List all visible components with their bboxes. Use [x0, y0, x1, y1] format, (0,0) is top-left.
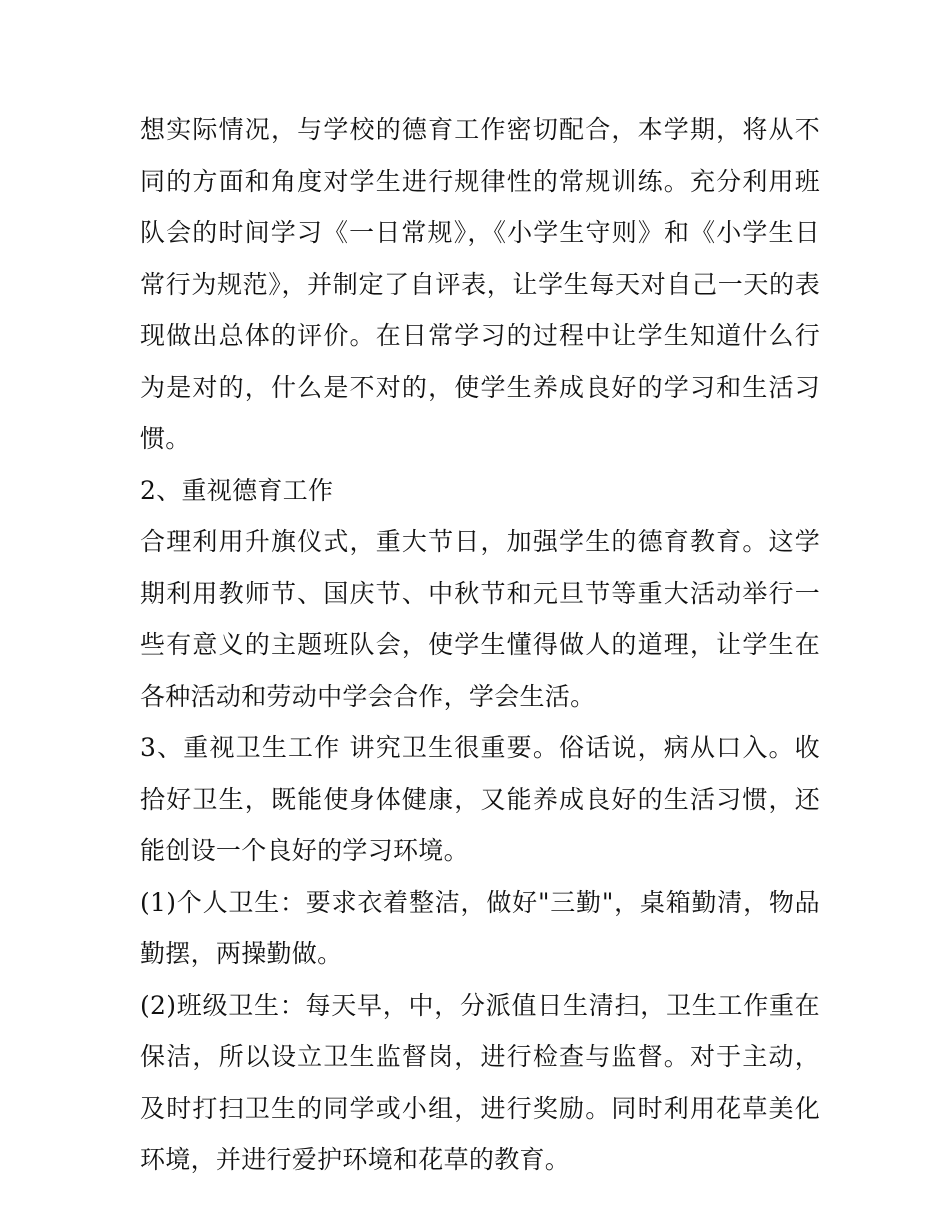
- paragraph-routine-training: 想实际情况，与学校的德育工作密切配合，本学期，将从不同的方面和角度对学生进行规律性的常规训练。充分利用班队会的时间学习《一日常规》，《小学生守则》和《小学生日常行为规范》，并制定了自评表，让学生每天对自己一天的表现做出总体的评价。在日常学习的过程中让学生知道什么行为是对的，什么是不对的，使学生养成良好的学习和生活习惯。: [140, 115, 820, 453]
- paragraph-hygiene-work: 3、重视卫生工作 讲究卫生很重要。俗话说，病从口入。收拾好卫生，既能使身体健康，又能养成良好的生活习惯，还能创设一个良好的学习环境。: [140, 733, 820, 865]
- heading-moral-education: 2、重视德育工作: [140, 475, 334, 505]
- paragraph-class-hygiene: (2)班级卫生：每天早，中，分派值日生清扫，卫生工作重在保洁，所以设立卫生监督岗，进行检查与监督。对于主动，及时打扫卫生的同学或小组，进行奖励。同时利用花草美化环境，并进行爱护环境和花草的教育。: [140, 990, 820, 1174]
- paragraph-personal-hygiene: (1)个人卫生：要求衣着整洁，做好"三勤"，桌箱勤清，物品勤摆，两操勤做。: [140, 887, 820, 968]
- document-body: [140, 104, 820, 1186]
- paragraph-moral-education: 合理利用升旗仪式，重大节日，加强学生的德育教育。这学期利用教师节、国庆节、中秋节和元旦节等重大活动举行一些有意义的主题班队会，使学生懂得做人的道理，让学生在各种活动和劳动中学会合作，学会生活。: [140, 527, 820, 711]
